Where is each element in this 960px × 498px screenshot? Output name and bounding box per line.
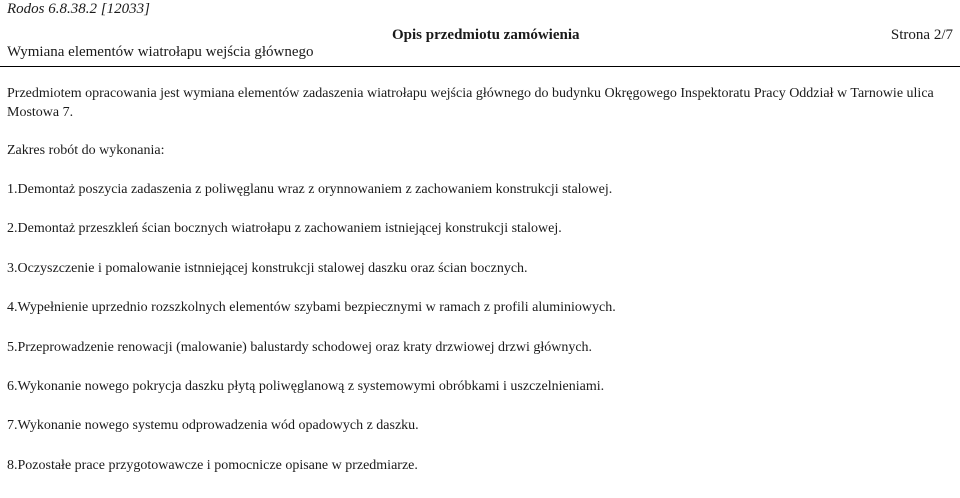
work-item: 7.Wykonanie nowego systemu odprowadzenia wód opadowych z daszku. [7,418,419,434]
work-item: 5.Przeprowadzenie renowacji (malowanie) balustardy schodowej oraz kraty drzwiowej drzwi głównych. [7,339,593,355]
app-title: Rodos 6.8.38.2 [12033] [7,1,150,17]
work-item: 6.Wykonanie nowego pokrycja daszku płytą poliwęglanową z systemowymi obróbkami i uszczelnieniami. [7,378,605,394]
work-item: 3.Oczyszczenie i pomalowanie istnniejącej konstrukcji stalowej daszku oraz ścian bocznych. [7,260,528,276]
header-divider [0,66,960,67]
work-item: 2.Demontaż przeszkleń ścian bocznych wiatrołapu z zachowaniem istniejącej konstrukcji stalowej. [7,221,562,237]
document-body [7,84,950,475]
section-title: Opis przedmiotu zamówienia [392,27,580,43]
document-header [7,26,953,60]
work-item: 4.Wypełnienie uprzednio rozszkolnych elementów szybami bezpiecznymi w ramach z profili aluminiowych. [7,300,616,316]
work-item: 1.Demontaż poszycia zadaszenia z poliwęglanu wraz z orynnowaniem z zachowaniem konstrukcji stalowej. [7,182,613,197]
scope-heading: Zakres robót do wykonania: [7,143,165,158]
work-items-list [7,180,950,475]
intro-paragraph: Przedmiotem opracowania jest wymiana elementów zadaszenia wiatrołapu wejścia głównego do budynku Okręgowego Inspektoratu Pracy Oddział w Tarnowie ulica Mostowa 7. [7,86,934,120]
project-title: Wymiana elementów wiatrołapu wejścia głównego [7,44,314,60]
page-number: Strona 2/7 [890,27,953,43]
work-item: 8.Pozostałe prace przygotowawcze i pomocnicze opisane w przedmiarze. [7,457,418,473]
